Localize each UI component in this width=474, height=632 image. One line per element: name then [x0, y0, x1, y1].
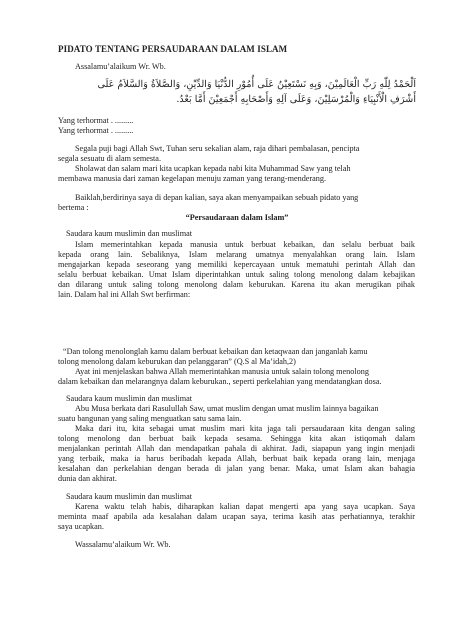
section-1-line: Islam memerintahkan kepada manusia untuk berbuat kebaikan, dan selalu berbuat baik — [75, 240, 415, 249]
intro-line: Baiklah,berdirinya saya di depan kalian, saya akan menyampaikan sebuah pidato yang — [75, 193, 359, 202]
closing-greeting: Wassalamu’alaikum Wr. Wb. — [75, 540, 171, 549]
document-title: PIDATO TENTANG PERSAUDARAAN DALAM ISLAM — [58, 44, 288, 54]
section-1-line: kepada orang lain. Sebaliknya, Islam melarang umatnya menyalahkan orang lain. Islam — [58, 250, 415, 259]
greeting: Assalamu’alaikum Wr. Wb. — [75, 62, 166, 71]
opening-line: Sholawat dan salam mari kita ucapkan kepada nabi kita Muhammad Saw yang telah — [75, 164, 351, 173]
section-3-line: Karena waktu telah habis, diharapkan kalian dapat mengerti apa yang saya ucapkan. Saya — [75, 502, 415, 511]
opening-line: membawa manusia dari zaman kegelapan menuju zaman yang terang-menderang. — [58, 174, 327, 183]
section-1b-line: Ayat ini menjelaskan bahwa Allah memerintahkan manusia untuk salain tolong menolong — [75, 367, 369, 376]
section-1-line: lain. Dalam hal ini Allah Swt berfirman: — [58, 290, 191, 299]
opening-line: segala sesuatu di alam semesta. — [58, 154, 161, 163]
section-3-line: meminta maaf apabila ada kesalahan dalam ucapan saya, terima kasih atas perhatiannya, terakhir — [58, 512, 415, 521]
section-2-line: menjalankan perintah Allah dan mendapatkan pahala di akhirat. Jadi, siapapun yang ingin menjadi — [58, 444, 415, 453]
speech-theme: “Persaudaraan dalam Islam” — [185, 213, 289, 222]
quran-quote-line: tolong menolong dalam keburukan dan pelanggaran” (Q.S al Ma’idah,2) — [58, 357, 296, 366]
section-3-salutation: Saudara kaum muslimin dan muslimat — [66, 492, 192, 501]
section-1b-line: dalam kebaikan dan melarangnya dalam keburukan., seperti perkelahian yang mendatangkan dosa. — [58, 377, 382, 386]
quran-quote-line: “Dan tolong menolonglah kamu dalam berbuat kebaikan dan ketaqwaan dan janganlah kamu — [63, 347, 368, 356]
section-2-line: tolong menolong dan berbuat baik kepada sesama. Sehingga kita akan istiqomah dalam — [58, 434, 415, 443]
section-2-salutation: Saudara kaum muslimin dan muslimat — [66, 394, 192, 403]
intro-line: bertema : — [58, 203, 89, 212]
section-1-line: dan dilarang untuk saling tolong menolong dalam keburukan. Karena itu akan merugikan pihak — [58, 280, 415, 289]
section-2-line: kesalahan dan perkelahian dengan berada di jalan yang benar. Maka, umat Islam akan bahagia — [58, 464, 415, 473]
section-3-line: saya ucapkan. — [58, 522, 104, 531]
opening-line: Segala puji bagi Allah Swt, Tuhan seru sekalian alam, raja dihari pembalasan, pencipta — [75, 144, 360, 153]
arabic-opening-line-2: أَشْرَفِ الْأَنْبِيَاءِ وَالْمُرْسَلِيْنَ، وَعَلَى آلِهِ وَأَصْحَابِهِ أَجْمَعِيْنَ أَمَّا بَعْدُ. — [176, 94, 416, 105]
section-1-line: mengajarkan kepada seseorang yang memiliki kepercayaan untuk mematuhi perintah Allah dan — [58, 260, 415, 269]
section-2-line: dunia dan akhirat. — [58, 474, 117, 483]
section-2-line: suatu bangunan yang saling menguatkan satu sama lain. — [58, 414, 242, 423]
section-2-line: Maka dari itu, kita sebagai umat muslim mari kita jaga tali persaudaraan kita dengan saling — [75, 424, 415, 433]
section-2-line: yang terbaik, maka ia harus beribadah kepada Allah, berbuat baik kepada orang lain, menjaga — [58, 454, 415, 463]
section-1-line: selalu berbuat kebaikan. Umat Islam diperintahkan untuk saling tolong menolong dalam kebajikan — [58, 270, 415, 279]
honorific-line-1: Yang terhormat . ......... — [58, 116, 134, 125]
arabic-opening-line-1: اَلْحَمْدُ لِلّٰهِ رَبِّ الْعَالَمِيْنَ، وَبِهِ نَسْتَعِيْنُ عَلَى أُمُوْرِ الدُّنْيَا وَالدِّيْنِ، وَالصَّلاَةُ وَالسَّلاَمُ عَلَى — [97, 79, 416, 90]
section-1-salutation: Saudara kaum muslimin dan muslimat — [66, 229, 192, 238]
honorific-line-2: Yang terhormat . ......... — [58, 126, 134, 135]
section-2-line: Abu Musa berkata dari Rasulullah Saw, umat muslim dengan umat muslim lainnya bagaikan — [75, 404, 379, 413]
